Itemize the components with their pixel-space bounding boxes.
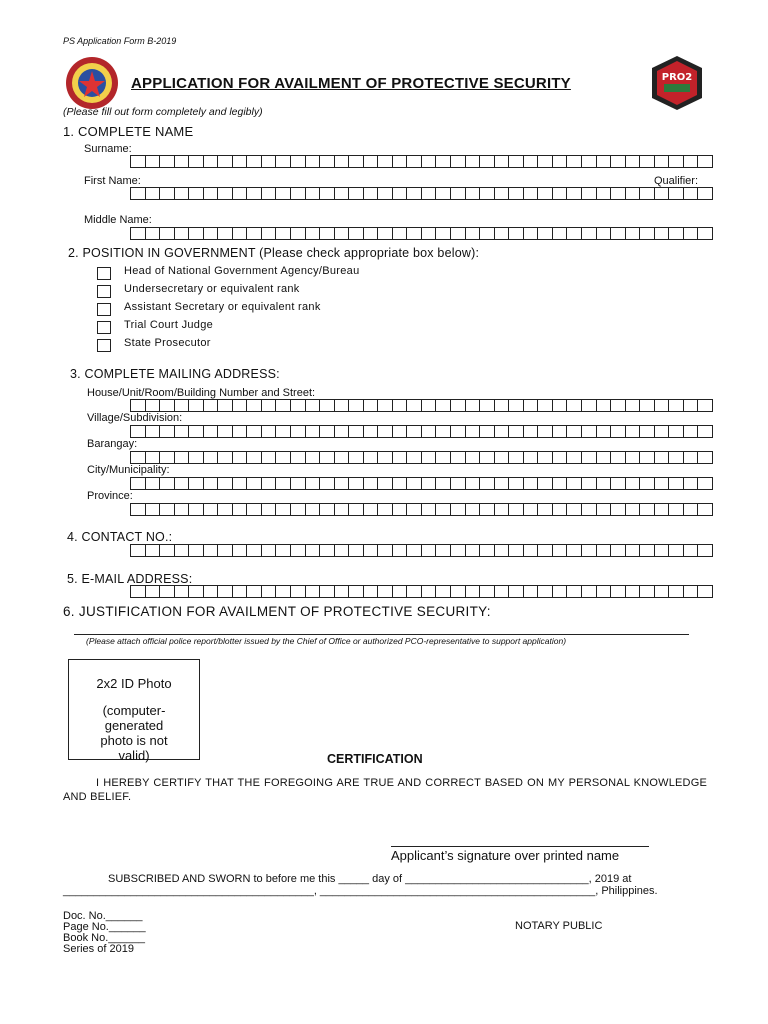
middle-name-input[interactable]: [130, 227, 713, 240]
position-checkbox-5[interactable]: [97, 339, 111, 352]
photo-title: 2x2 ID Photo: [96, 676, 172, 691]
position-checkbox-2[interactable]: [97, 285, 111, 298]
barangay-input[interactable]: [130, 451, 713, 464]
justification-line[interactable]: [74, 634, 689, 635]
pro2-logo: [648, 54, 706, 112]
section2-title: 2. POSITION IN GOVERNMENT (Please check appropriate box below):: [68, 246, 480, 260]
surname-label: Surname:: [84, 143, 132, 155]
sworn-text-line1: SUBSCRIBED AND SWORN to before me this _____ day of ______________________________, 2019 at: [108, 873, 632, 885]
house-input[interactable]: [130, 399, 713, 412]
section6-title: 6. JUSTIFICATION FOR AVAILMENT OF PROTECTIVE SECURITY:: [63, 604, 491, 619]
province-input[interactable]: [130, 503, 713, 516]
signature-label: Applicant’s signature over printed name: [391, 848, 620, 863]
page-no: Page No.______: [63, 921, 146, 933]
surname-input[interactable]: [130, 155, 713, 168]
section4-title: 4. CONTACT NO.:: [67, 530, 173, 544]
contact-input[interactable]: [130, 544, 713, 557]
section1-title: 1. COMPLETE NAME: [63, 124, 194, 139]
book-no: Book No.______: [63, 932, 145, 944]
photo-note: (computer-generated photo is not valid): [100, 703, 168, 763]
position-option-5: State Prosecutor: [124, 337, 211, 349]
position-option-1: Head of National Government Agency/Bureau: [124, 265, 360, 277]
form-code: PS Application Form B-2019: [63, 36, 177, 46]
province-label: Province:: [87, 490, 133, 502]
position-option-2: Undersecretary or equivalent rank: [124, 283, 300, 295]
email-input[interactable]: [130, 585, 713, 598]
middle-name-label: Middle Name:: [84, 214, 152, 226]
certification-body: I HEREBY CERTIFY THAT THE FOREGOING ARE TRUE AND CORRECT BASED ON MY PERSONAL KNOWLEDGE AND BELIEF.: [63, 777, 707, 803]
position-checkbox-1[interactable]: [97, 267, 111, 280]
barangay-label: Barangay:: [87, 438, 138, 450]
house-label: House/Unit/Room/Building Number and Street:: [87, 387, 316, 399]
sworn-text-line2: _________________________________________, _____________________________________________, Philippines.: [63, 885, 658, 897]
notary-public-label: NOTARY PUBLIC: [515, 920, 603, 932]
series: Series of 2019: [63, 943, 134, 955]
signature-line[interactable]: [391, 846, 649, 847]
city-label: City/Municipality:: [87, 464, 170, 476]
city-input[interactable]: [130, 477, 713, 490]
section5-title: 5. E-MAIL ADDRESS:: [67, 572, 193, 586]
first-name-label: First Name:: [84, 175, 141, 187]
village-label: Village/Subdivision:: [87, 412, 183, 424]
certification-title: CERTIFICATION: [327, 752, 423, 766]
first-name-input[interactable]: [130, 187, 713, 200]
village-input[interactable]: [130, 425, 713, 438]
position-checkbox-4[interactable]: [97, 321, 111, 334]
form-title: APPLICATION FOR AVAILMENT OF PROTECTIVE SECURITY: [131, 75, 571, 92]
id-photo-box[interactable]: [68, 659, 200, 763]
position-option-3: Assistant Secretary or equivalent rank: [124, 301, 321, 313]
justification-note: (Please attach official police report/blotter issued by the Chief of Office or authorized PCO-representative to support application): [86, 636, 567, 646]
pro2-text: PRO2: [661, 72, 693, 83]
section3-title: 3. COMPLETE MAILING ADDRESS:: [70, 367, 280, 381]
pnp-seal-logo: [64, 55, 120, 111]
qualifier-label: Qualifier:: [654, 175, 699, 187]
form-instruction: (Please fill out form completely and legibly): [63, 106, 263, 118]
position-checkbox-3[interactable]: [97, 303, 111, 316]
doc-no: Doc. No.______: [63, 910, 143, 922]
position-option-4: Trial Court Judge: [124, 319, 214, 331]
